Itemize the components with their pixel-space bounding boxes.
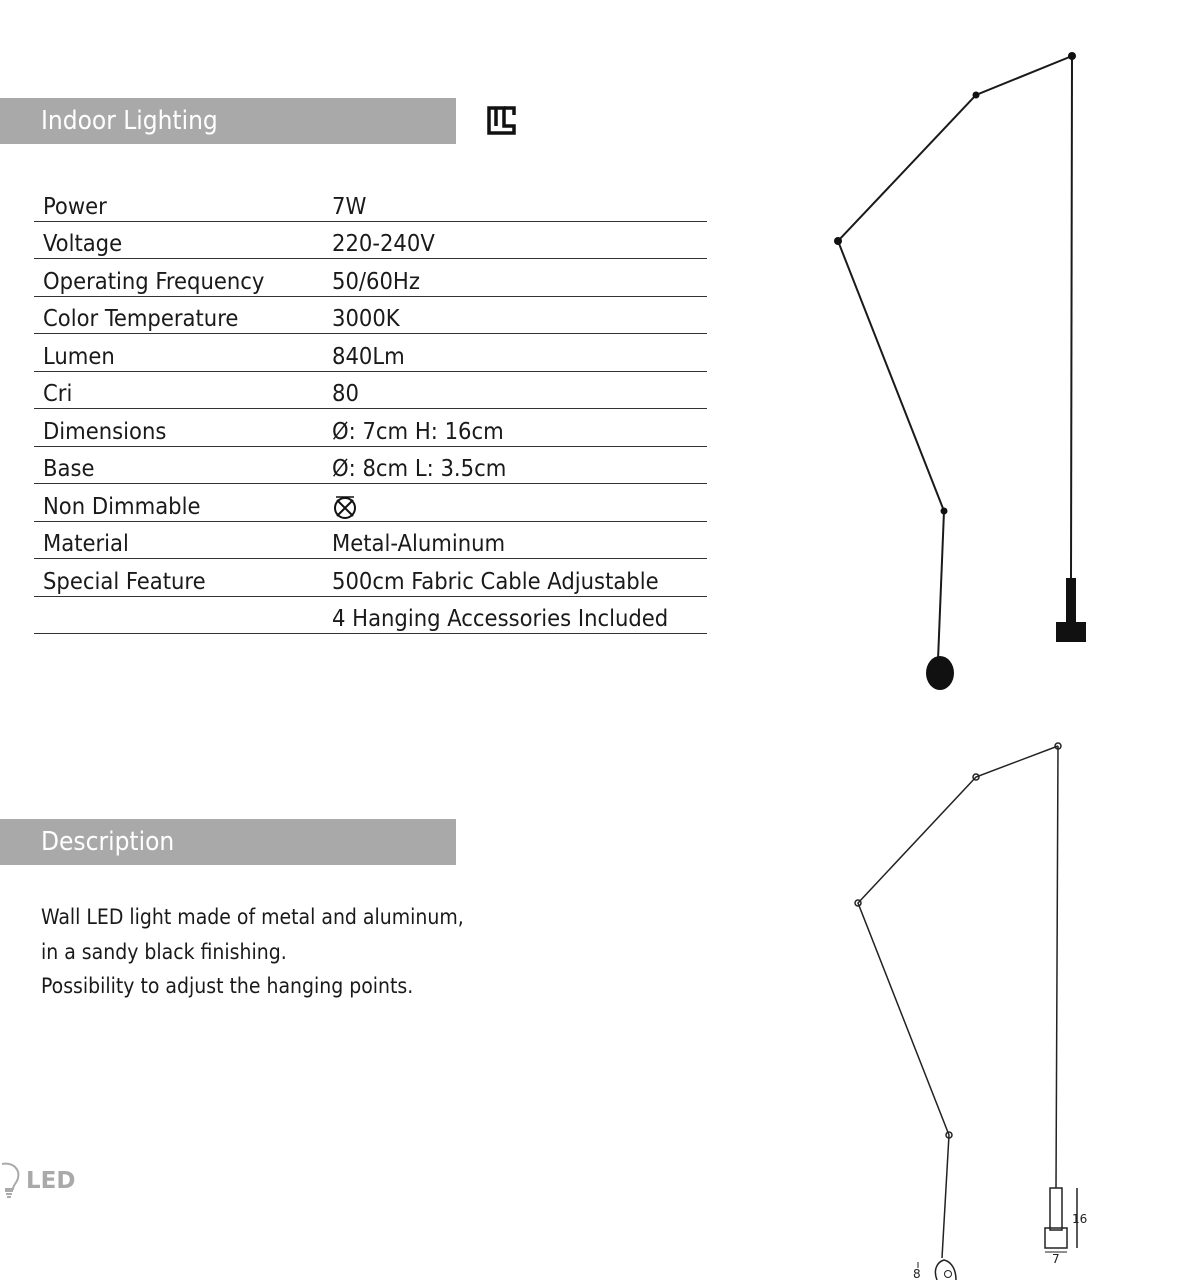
spec-row xyxy=(34,559,707,597)
non-dimmable-icon xyxy=(332,493,360,521)
description-line: in a sandy black finishing. xyxy=(41,939,287,964)
spec-value: 50/60Hz xyxy=(332,259,707,297)
spec-label: Special Feature xyxy=(34,559,332,597)
spec-value: 3000K xyxy=(332,296,707,334)
section-banner-indoor-lighting xyxy=(0,98,456,144)
spec-value: 840Lm xyxy=(332,334,707,372)
spec-value: 500cm Fabric Cable Adjustable xyxy=(332,559,707,597)
led-bulb-icon xyxy=(2,1164,18,1197)
diameter-dimension-label: 7 xyxy=(1052,1252,1060,1266)
height-dimension-label: 16 xyxy=(1072,1212,1088,1226)
section-banner-description xyxy=(0,819,456,865)
spec-row xyxy=(34,446,707,484)
spec-value xyxy=(332,484,707,522)
lamp-body-photo xyxy=(1056,578,1086,642)
spec-row xyxy=(34,484,707,522)
spec-label: Voltage xyxy=(34,221,332,259)
spec-value: 220-240V xyxy=(332,221,707,259)
spec-table xyxy=(34,184,707,634)
spec-value: 4 Hanging Accessories Included xyxy=(332,596,707,634)
spec-label: Power xyxy=(34,184,332,221)
spec-row xyxy=(34,296,707,334)
spec-row xyxy=(34,409,707,447)
spec-label: Base xyxy=(34,446,332,484)
spec-label: Non Dimmable xyxy=(34,484,332,522)
spec-row xyxy=(34,184,707,221)
description-line: Wall LED light made of metal and aluminum, xyxy=(41,905,464,929)
spec-label xyxy=(34,596,332,634)
spec-row xyxy=(34,371,707,409)
spec-label: Material xyxy=(34,521,332,559)
spec-row xyxy=(34,334,707,372)
base-dimension-label: 8 xyxy=(913,1267,921,1280)
description-title: Description xyxy=(41,827,175,857)
spec-value: 7W xyxy=(332,184,707,221)
section-title: Indoor Lighting xyxy=(41,106,218,136)
spec-row xyxy=(34,221,707,259)
product-photo xyxy=(760,40,1179,700)
spec-row xyxy=(34,521,707,559)
spec-label: Cri xyxy=(34,371,332,409)
description-line: Possibility to adjust the hanging points. xyxy=(41,974,414,998)
led-label: LED xyxy=(26,1168,76,1194)
spec-value: Ø: 7cm H: 16cm xyxy=(332,409,707,447)
spec-value: Ø: 8cm L: 3.5cm xyxy=(332,446,707,484)
spec-value: Metal-Aluminum xyxy=(332,521,707,559)
technical-drawing xyxy=(760,730,1179,1280)
wall-base-photo xyxy=(926,656,954,690)
spec-row xyxy=(34,596,707,634)
spec-label: Dimensions xyxy=(34,409,332,447)
brand-logo-icon xyxy=(486,102,518,136)
spec-label: Lumen xyxy=(34,334,332,372)
led-badge xyxy=(0,1158,90,1202)
spec-label: Operating Frequency xyxy=(34,259,332,297)
description-text xyxy=(41,900,464,1004)
spec-value: 80 xyxy=(332,371,707,409)
spec-label: Color Temperature xyxy=(34,296,332,334)
spec-row xyxy=(34,259,707,297)
